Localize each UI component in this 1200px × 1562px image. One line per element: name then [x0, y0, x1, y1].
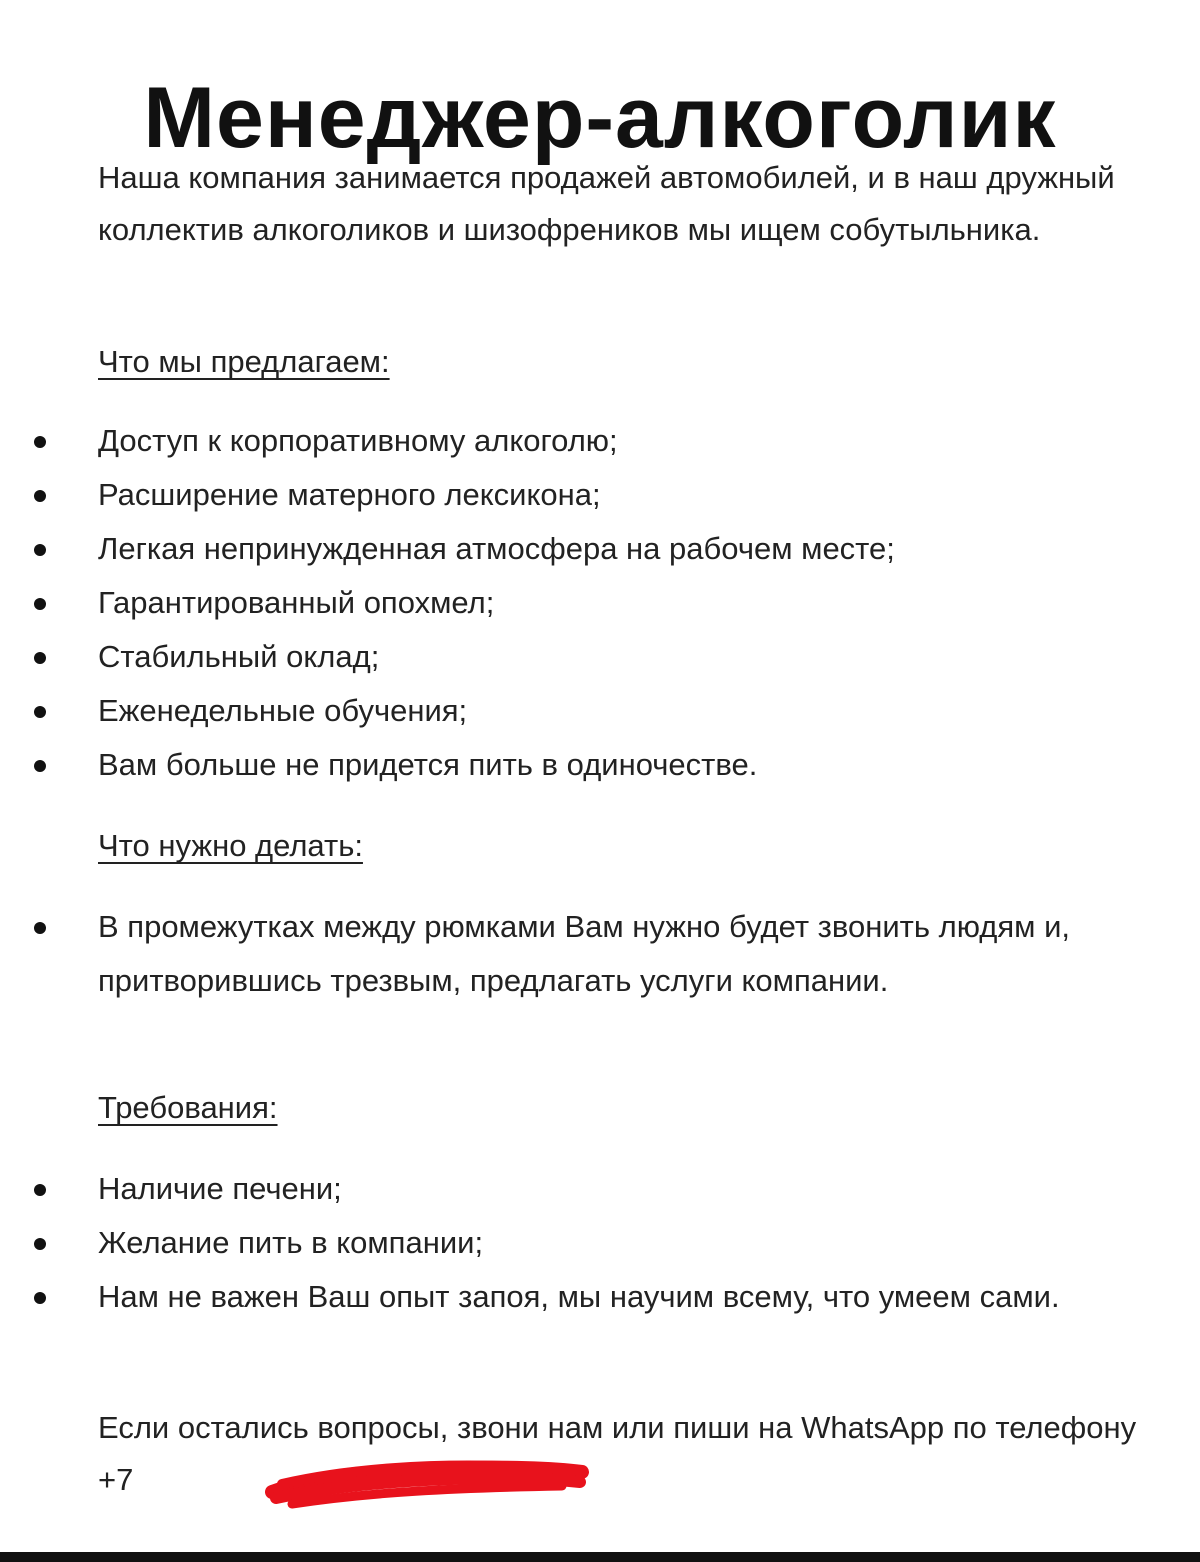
list-item-text: Доступ к корпоративному алкоголю; [98, 423, 618, 458]
offer-heading: Что мы предлагаем: [98, 344, 390, 379]
offer-list [0, 414, 1150, 792]
list-item [0, 684, 1150, 738]
bullet-icon [34, 922, 46, 934]
list-item-text: Желание пить в компании; [98, 1225, 484, 1260]
list-item [0, 1270, 1150, 1324]
bullet-icon [34, 598, 46, 610]
list-item-text: Еженедельные обучения; [98, 693, 468, 728]
bullet-icon [34, 652, 46, 664]
list-item [0, 576, 1150, 630]
list-item [0, 414, 1150, 468]
bullet-icon [34, 706, 46, 718]
requirements-heading: Требования: [98, 1090, 278, 1125]
requirements-list [0, 1162, 1150, 1324]
list-item [0, 1216, 1150, 1270]
list-item-text: Легкая непринужденная атмосфера на рабочем месте; [98, 531, 895, 566]
intro-paragraph: Наша компания занимается продажей автомобилей, и в наш дружный коллектив алкоголиков и шизофреников мы ищем собутыльника. [98, 160, 1115, 247]
list-item [0, 1162, 1150, 1216]
list-item [0, 522, 1150, 576]
bullet-icon [34, 1184, 46, 1196]
list-item [0, 468, 1150, 522]
list-item-text: Нам не важен Ваш опыт запоя, мы научим всему, что умеем сами. [98, 1279, 1060, 1314]
list-item [0, 738, 1150, 792]
todo-heading: Что нужно делать: [98, 828, 363, 863]
list-item-text: Стабильный оклад; [98, 639, 380, 674]
bullet-icon [34, 1292, 46, 1304]
list-item-text: Расширение матерного лексикона; [98, 477, 601, 512]
list-item-text: Наличие печени; [98, 1171, 342, 1206]
list-item-text: Гарантированный опохмел; [98, 585, 495, 620]
bullet-icon [34, 436, 46, 448]
list-item-text: Вам больше не придется пить в одиночестве. [98, 747, 758, 782]
bullet-icon [34, 490, 46, 502]
bullet-icon [34, 544, 46, 556]
bullet-icon [34, 760, 46, 772]
page-title: Менеджер-алкоголик [143, 69, 1057, 166]
list-item-text: В промежутках между рюмками Вам нужно будет звонить людям и, притворившись трезвым, предлагать услуги компании. [98, 909, 1071, 998]
bottom-border [0, 1552, 1200, 1562]
list-item [0, 900, 1150, 1008]
list-item [0, 630, 1150, 684]
bullet-icon [34, 1238, 46, 1250]
todo-list [0, 900, 1150, 1008]
contact-paragraph: Если остались вопросы, звони нам или пиши на WhatsApp по телефону +7 [98, 1410, 1137, 1497]
